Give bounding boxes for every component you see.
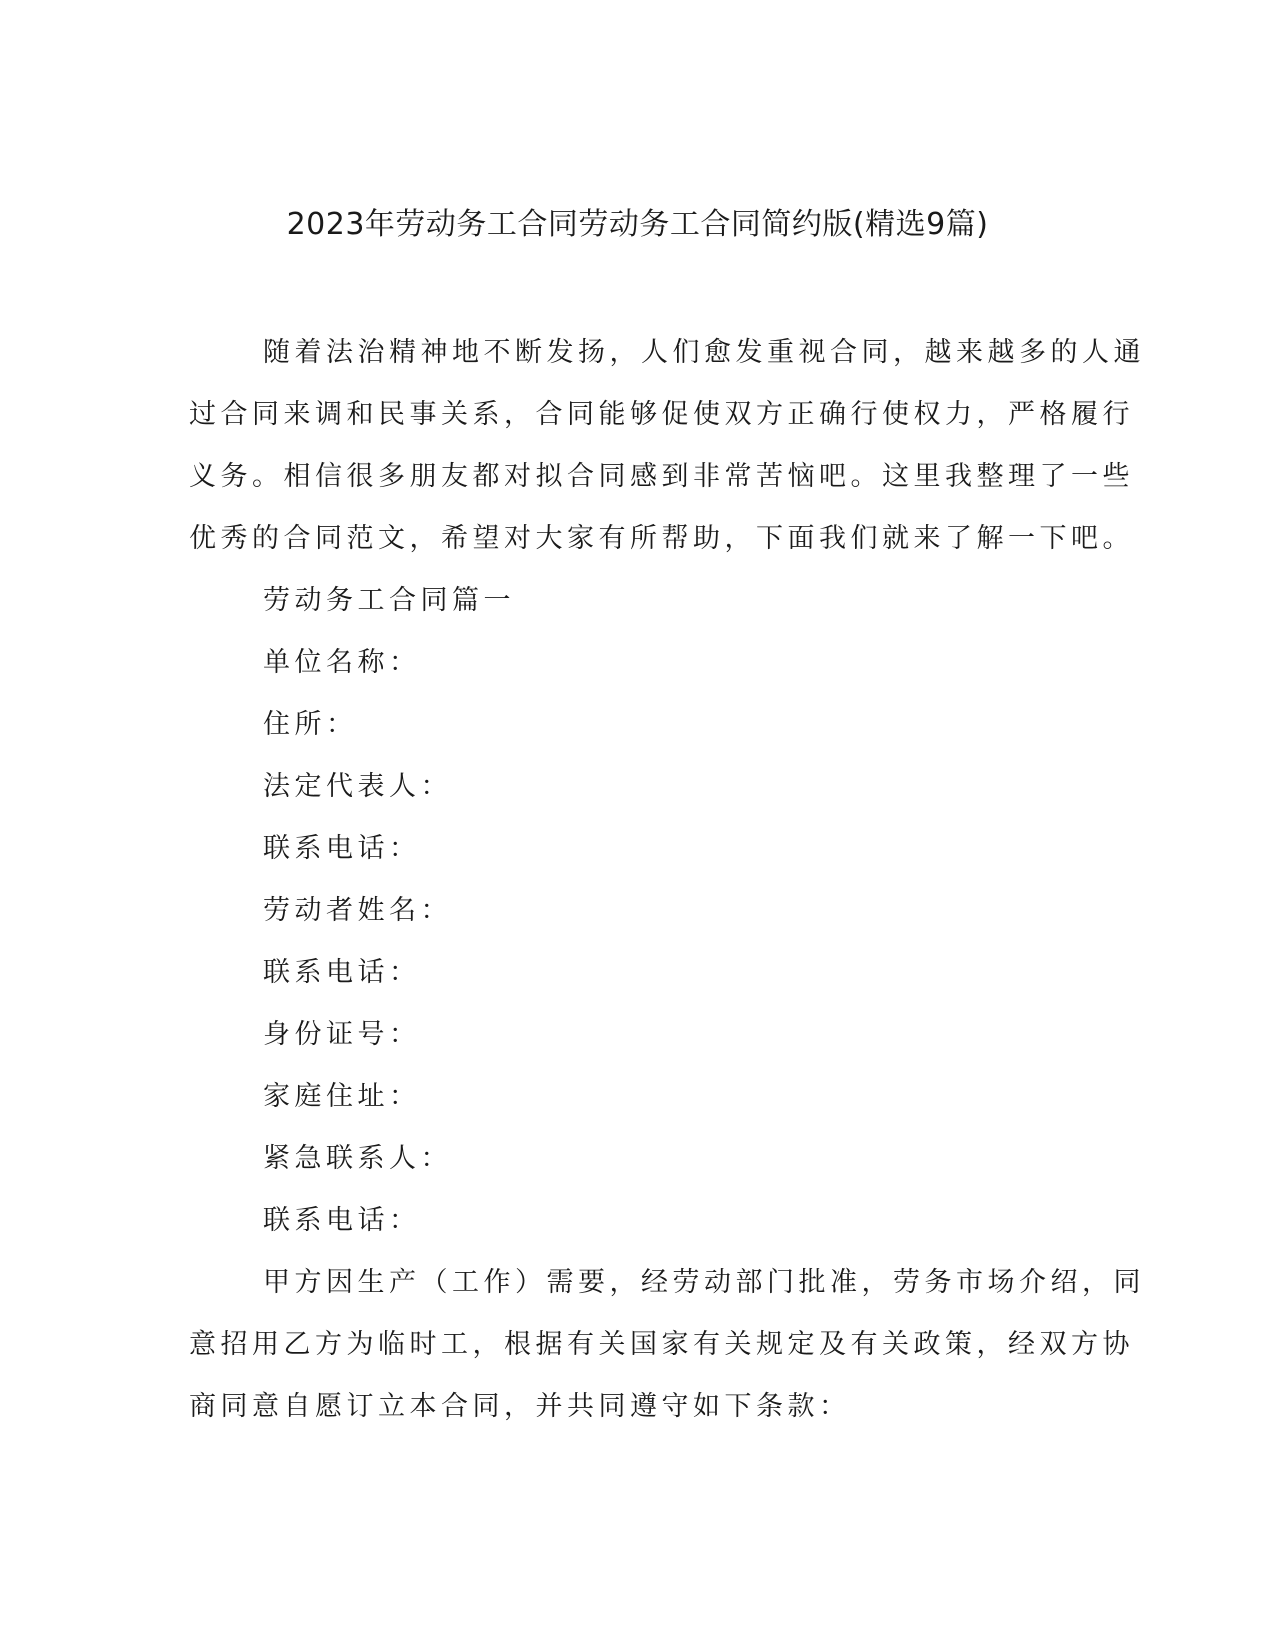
- section-heading: 劳动务工合同篇一: [263, 585, 515, 616]
- closing-line: 商同意自愿订立本合同，并共同遵守如下条款：: [189, 1391, 851, 1422]
- field-worker-name: 劳动者姓名：: [263, 895, 452, 926]
- field-emergency-contact: 紧急联系人：: [263, 1143, 452, 1174]
- document-body: [189, 322, 1145, 1438]
- closing-paragraph: [189, 1252, 1145, 1438]
- field-address: 住所：: [263, 709, 358, 740]
- field-id-number: 身份证号：: [263, 1019, 421, 1050]
- intro-line: 过合同来调和民事关系，合同能够促使双方正确行使权力，严格履行: [189, 399, 1134, 430]
- field-legal-representative: 法定代表人：: [263, 771, 452, 802]
- closing-line: 意招用乙方为临时工，根据有关国家有关规定及有关政策，经双方协: [189, 1329, 1134, 1360]
- intro-line: 义务。相信很多朋友都对拟合同感到非常苦恼吧。这里我整理了一些: [189, 461, 1134, 492]
- field-phone: 联系电话：: [263, 957, 421, 988]
- intro-line: 随着法治精神地不断发扬，人们愈发重视合同，越来越多的人通: [263, 337, 1145, 368]
- intro-line: 优秀的合同范文，希望对大家有所帮助，下面我们就来了解一下吧。: [189, 523, 1134, 554]
- closing-line: 甲方因生产（工作）需要，经劳动部门批准，劳务市场介绍，同: [263, 1267, 1145, 1298]
- field-home-address: 家庭住址：: [263, 1081, 421, 1112]
- document-title: 2023年劳动务工合同劳动务工合同简约版(精选9篇): [286, 207, 989, 242]
- field-phone: 联系电话：: [263, 833, 421, 864]
- field-unit-name: 单位名称：: [263, 647, 421, 678]
- intro-paragraph: [189, 322, 1145, 570]
- field-phone: 联系电话：: [263, 1205, 421, 1236]
